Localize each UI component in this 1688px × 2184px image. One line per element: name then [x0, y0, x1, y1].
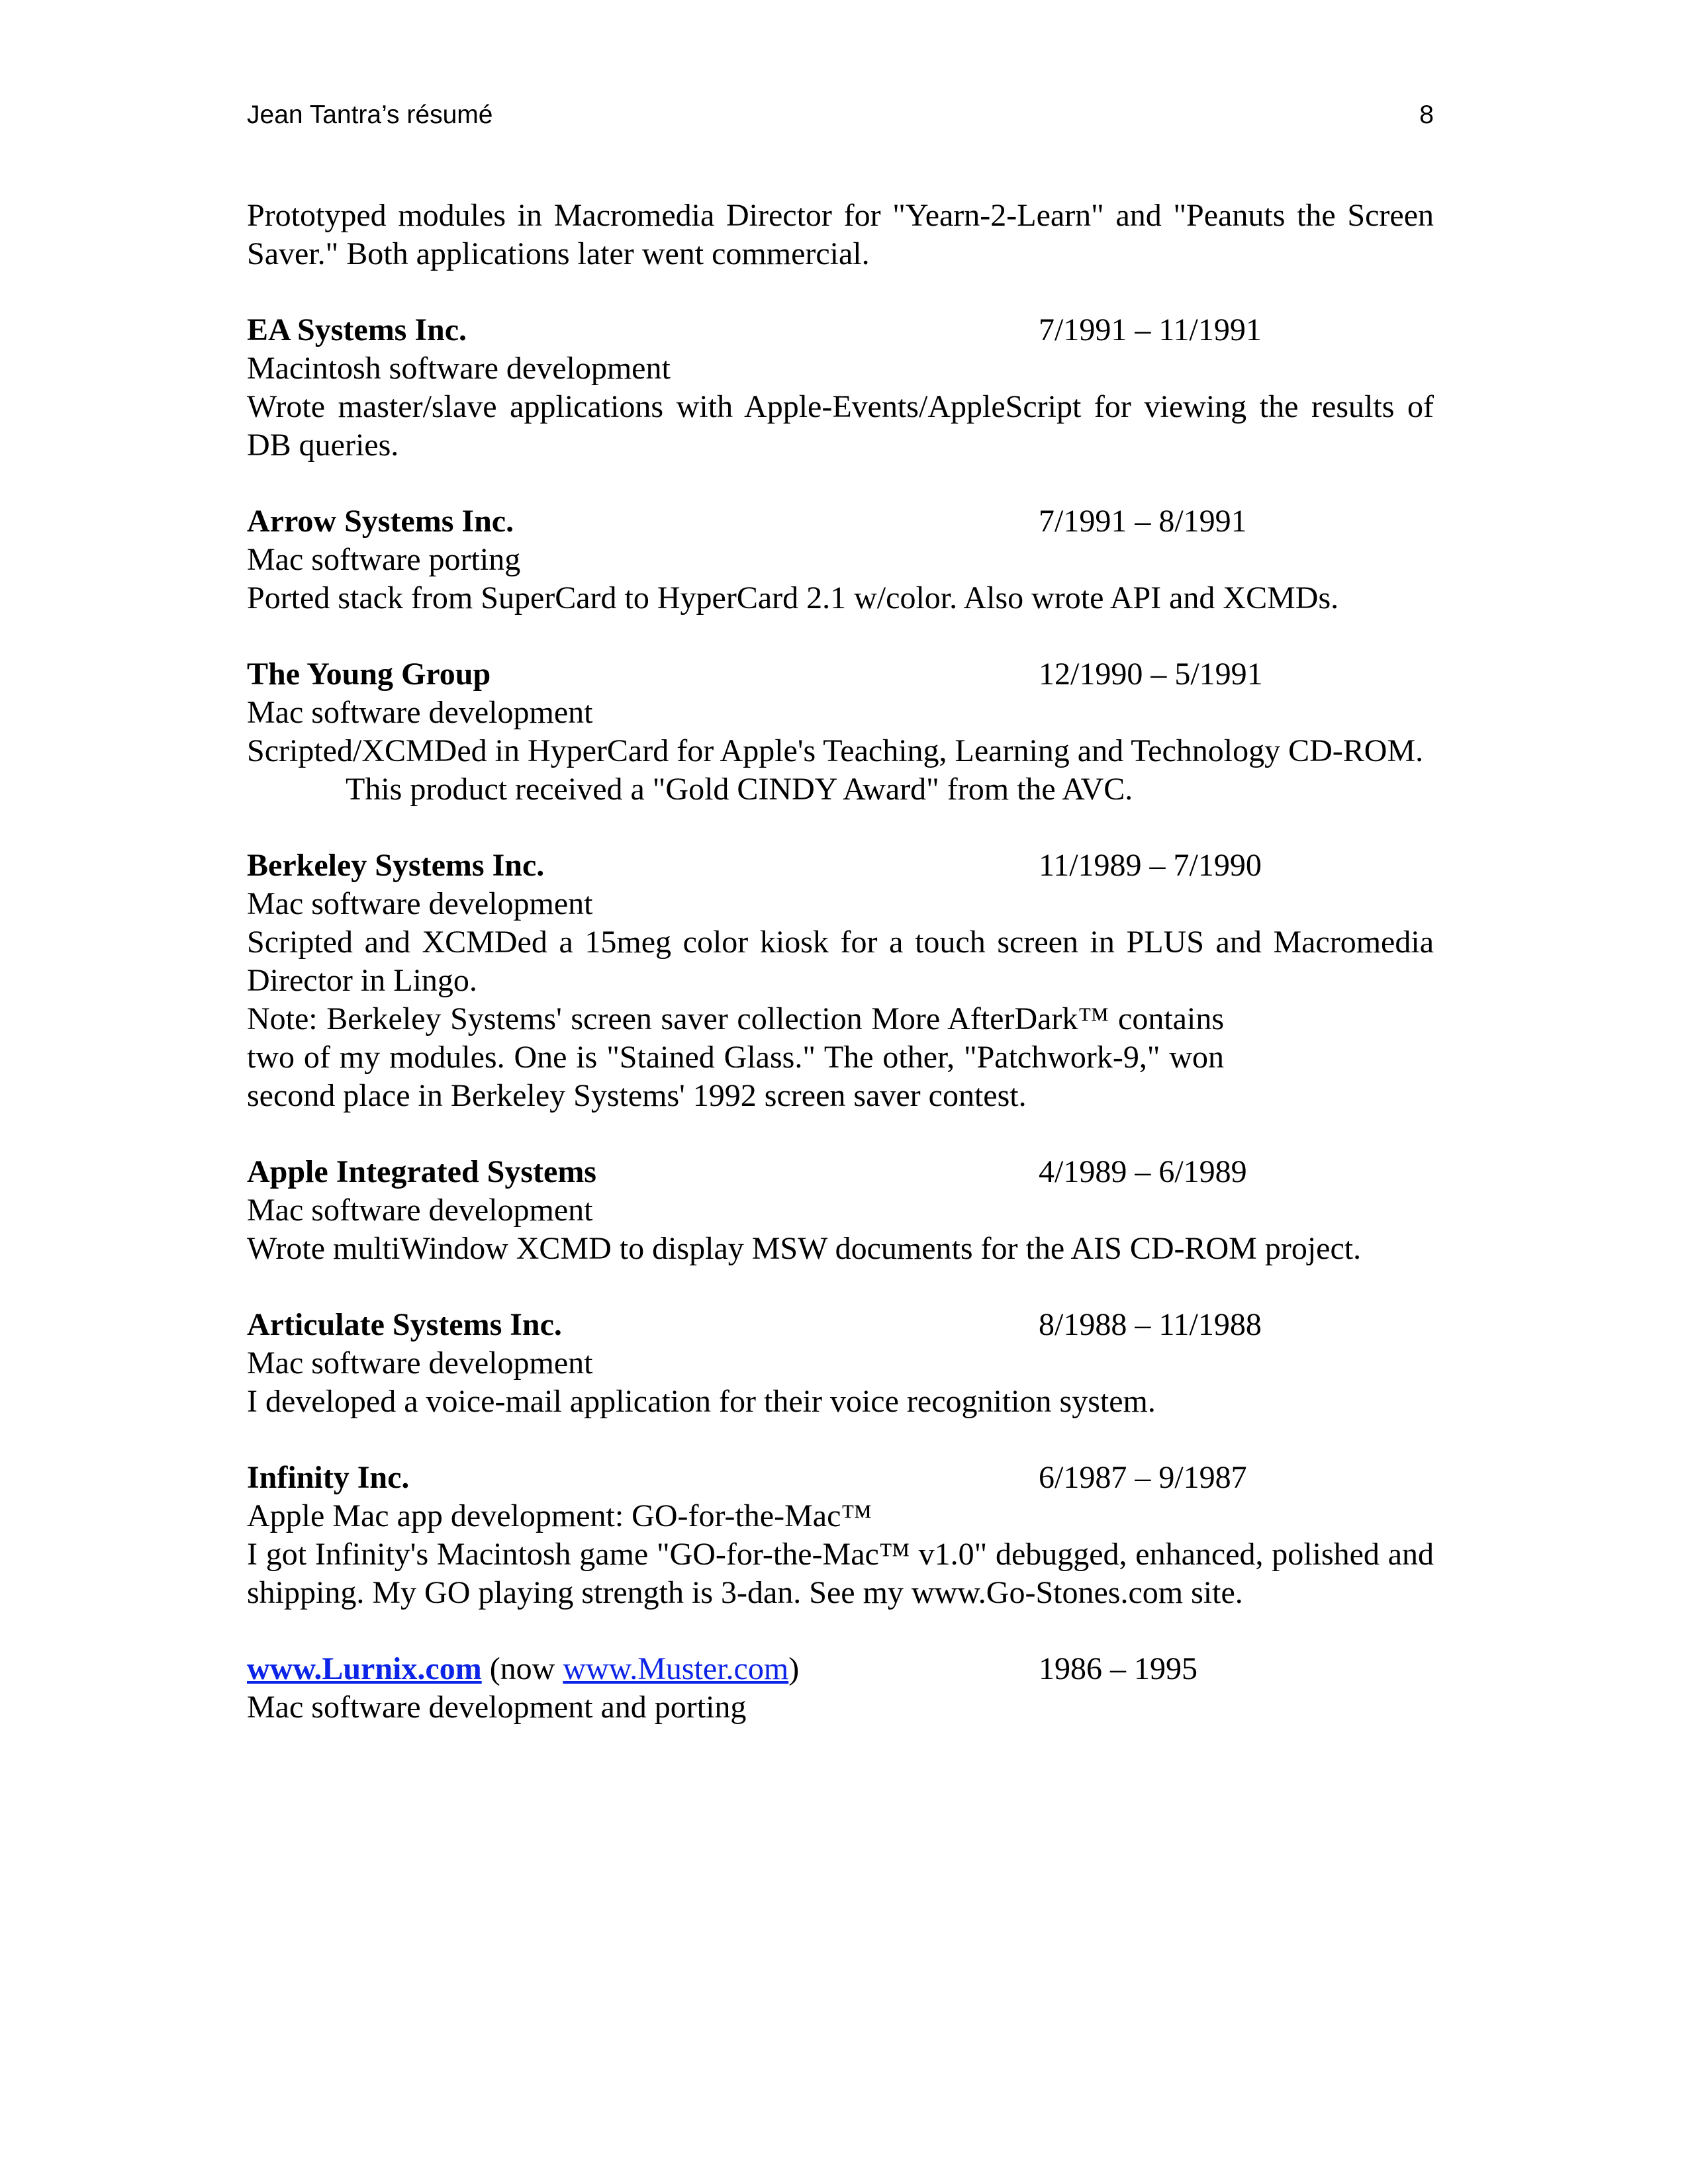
- job-dates: 7/1991 – 11/1991: [1039, 312, 1262, 347]
- job-description: Scripted/XCMDed in HyperCard for Apple's Teaching, Learning and Technology CD-ROM.: [247, 733, 1424, 768]
- job-description: Wrote multiWindow XCMD to display MSW documents for the AIS CD-ROM project.: [247, 1231, 1362, 1266]
- lurnix-close-paren: ): [788, 1651, 800, 1686]
- company-name: EA Systems Inc.: [247, 312, 467, 347]
- job-dates: 7/1991 – 8/1991: [1039, 504, 1247, 539]
- job-description: Wrote master/slave applications with Apple-Events/AppleScript for viewing the results of DB queries.: [247, 389, 1434, 463]
- page-number: 8: [1419, 101, 1434, 129]
- job-dates: 4/1989 – 6/1989: [1039, 1154, 1247, 1189]
- header-title: Jean Tantra’s résumé: [247, 101, 493, 129]
- job-heading: [247, 1459, 1434, 1497]
- job-role: Mac software development: [247, 695, 593, 730]
- job-role: Apple Mac app development: GO-for-the-Mac™: [247, 1498, 872, 1533]
- company-name: The Young Group: [247, 657, 491, 692]
- job-heading: [247, 502, 1434, 541]
- job-role: Mac software development and porting: [247, 1690, 747, 1725]
- job-entry-lurnix: [247, 1650, 1434, 1727]
- lurnix-link[interactable]: www.Lurnix.com: [247, 1651, 482, 1686]
- job-role: Macintosh software development: [247, 351, 671, 386]
- muster-link[interactable]: www.Muster.com: [563, 1651, 789, 1686]
- afterdark-note: Note: Berkeley Systems' screen saver collection More AfterDark™ contains two of my modules. One is "Stained Glass." The other, "Patchwork-9," won second place in Berkeley Systems' 1992 screen saver contest.: [247, 1001, 1224, 1113]
- job-dates: 11/1989 – 7/1990: [1039, 848, 1262, 883]
- job-description: I got Infinity's Macintosh game "GO-for-the-Mac™ v1.0" debugged, enhanced, polished and shipping. My GO playing strength is 3-dan. See my www.Go-Stones.com site.: [247, 1537, 1434, 1610]
- company-name: Infinity Inc.: [247, 1460, 410, 1495]
- award-note: This product received a "Gold CINDY Award" from the AVC.: [346, 772, 1133, 807]
- page-header: [247, 98, 1434, 138]
- job-entry-berkeley-systems: [247, 846, 1434, 1115]
- job-entry-infinity: [247, 1459, 1434, 1612]
- job-description: Scripted and XCMDed a 15meg color kiosk for a touch screen in PLUS and Macromedia Director in Lingo.: [247, 925, 1434, 998]
- job-heading: [247, 1650, 1434, 1688]
- job-entry-ea-systems: [247, 311, 1434, 465]
- job-heading: [247, 846, 1434, 885]
- job-entry-arrow-systems: [247, 502, 1434, 617]
- job-dates: 8/1988 – 11/1988: [1039, 1307, 1262, 1342]
- intro-paragraph: Prototyped modules in Macromedia Director for "Yearn-2-Learn" and "Peanuts the Screen Saver." Both applications later went commercial.: [247, 198, 1434, 271]
- job-heading: [247, 655, 1434, 694]
- job-heading: [247, 311, 1434, 349]
- job-description: Ported stack from SuperCard to HyperCard 2.1 w/color. Also wrote API and XCMDs.: [247, 580, 1339, 615]
- job-dates: 12/1990 – 5/1991: [1039, 657, 1263, 692]
- job-dates: 6/1987 – 9/1987: [1039, 1460, 1247, 1495]
- job-description: I developed a voice-mail application for their voice recognition system.: [247, 1384, 1156, 1419]
- job-role: Mac software development: [247, 886, 593, 921]
- job-entry-articulate-systems: [247, 1306, 1434, 1421]
- company-name: Berkeley Systems Inc.: [247, 848, 545, 883]
- job-heading: [247, 1153, 1434, 1191]
- job-entry-apple-integrated-systems: [247, 1153, 1434, 1268]
- company-name: Arrow Systems Inc.: [247, 504, 514, 539]
- job-role: Mac software development: [247, 1193, 593, 1228]
- job-role: Mac software porting: [247, 542, 521, 577]
- job-entry-young-group: [247, 655, 1434, 809]
- company-name: Apple Integrated Systems: [247, 1154, 596, 1189]
- lurnix-now-text: (now: [481, 1651, 563, 1686]
- resume-content: [247, 197, 1434, 1727]
- job-role: Mac software development: [247, 1345, 593, 1381]
- job-dates: 1986 – 1995: [1039, 1651, 1197, 1686]
- company-name: Articulate Systems Inc.: [247, 1307, 562, 1342]
- job-heading: [247, 1306, 1434, 1344]
